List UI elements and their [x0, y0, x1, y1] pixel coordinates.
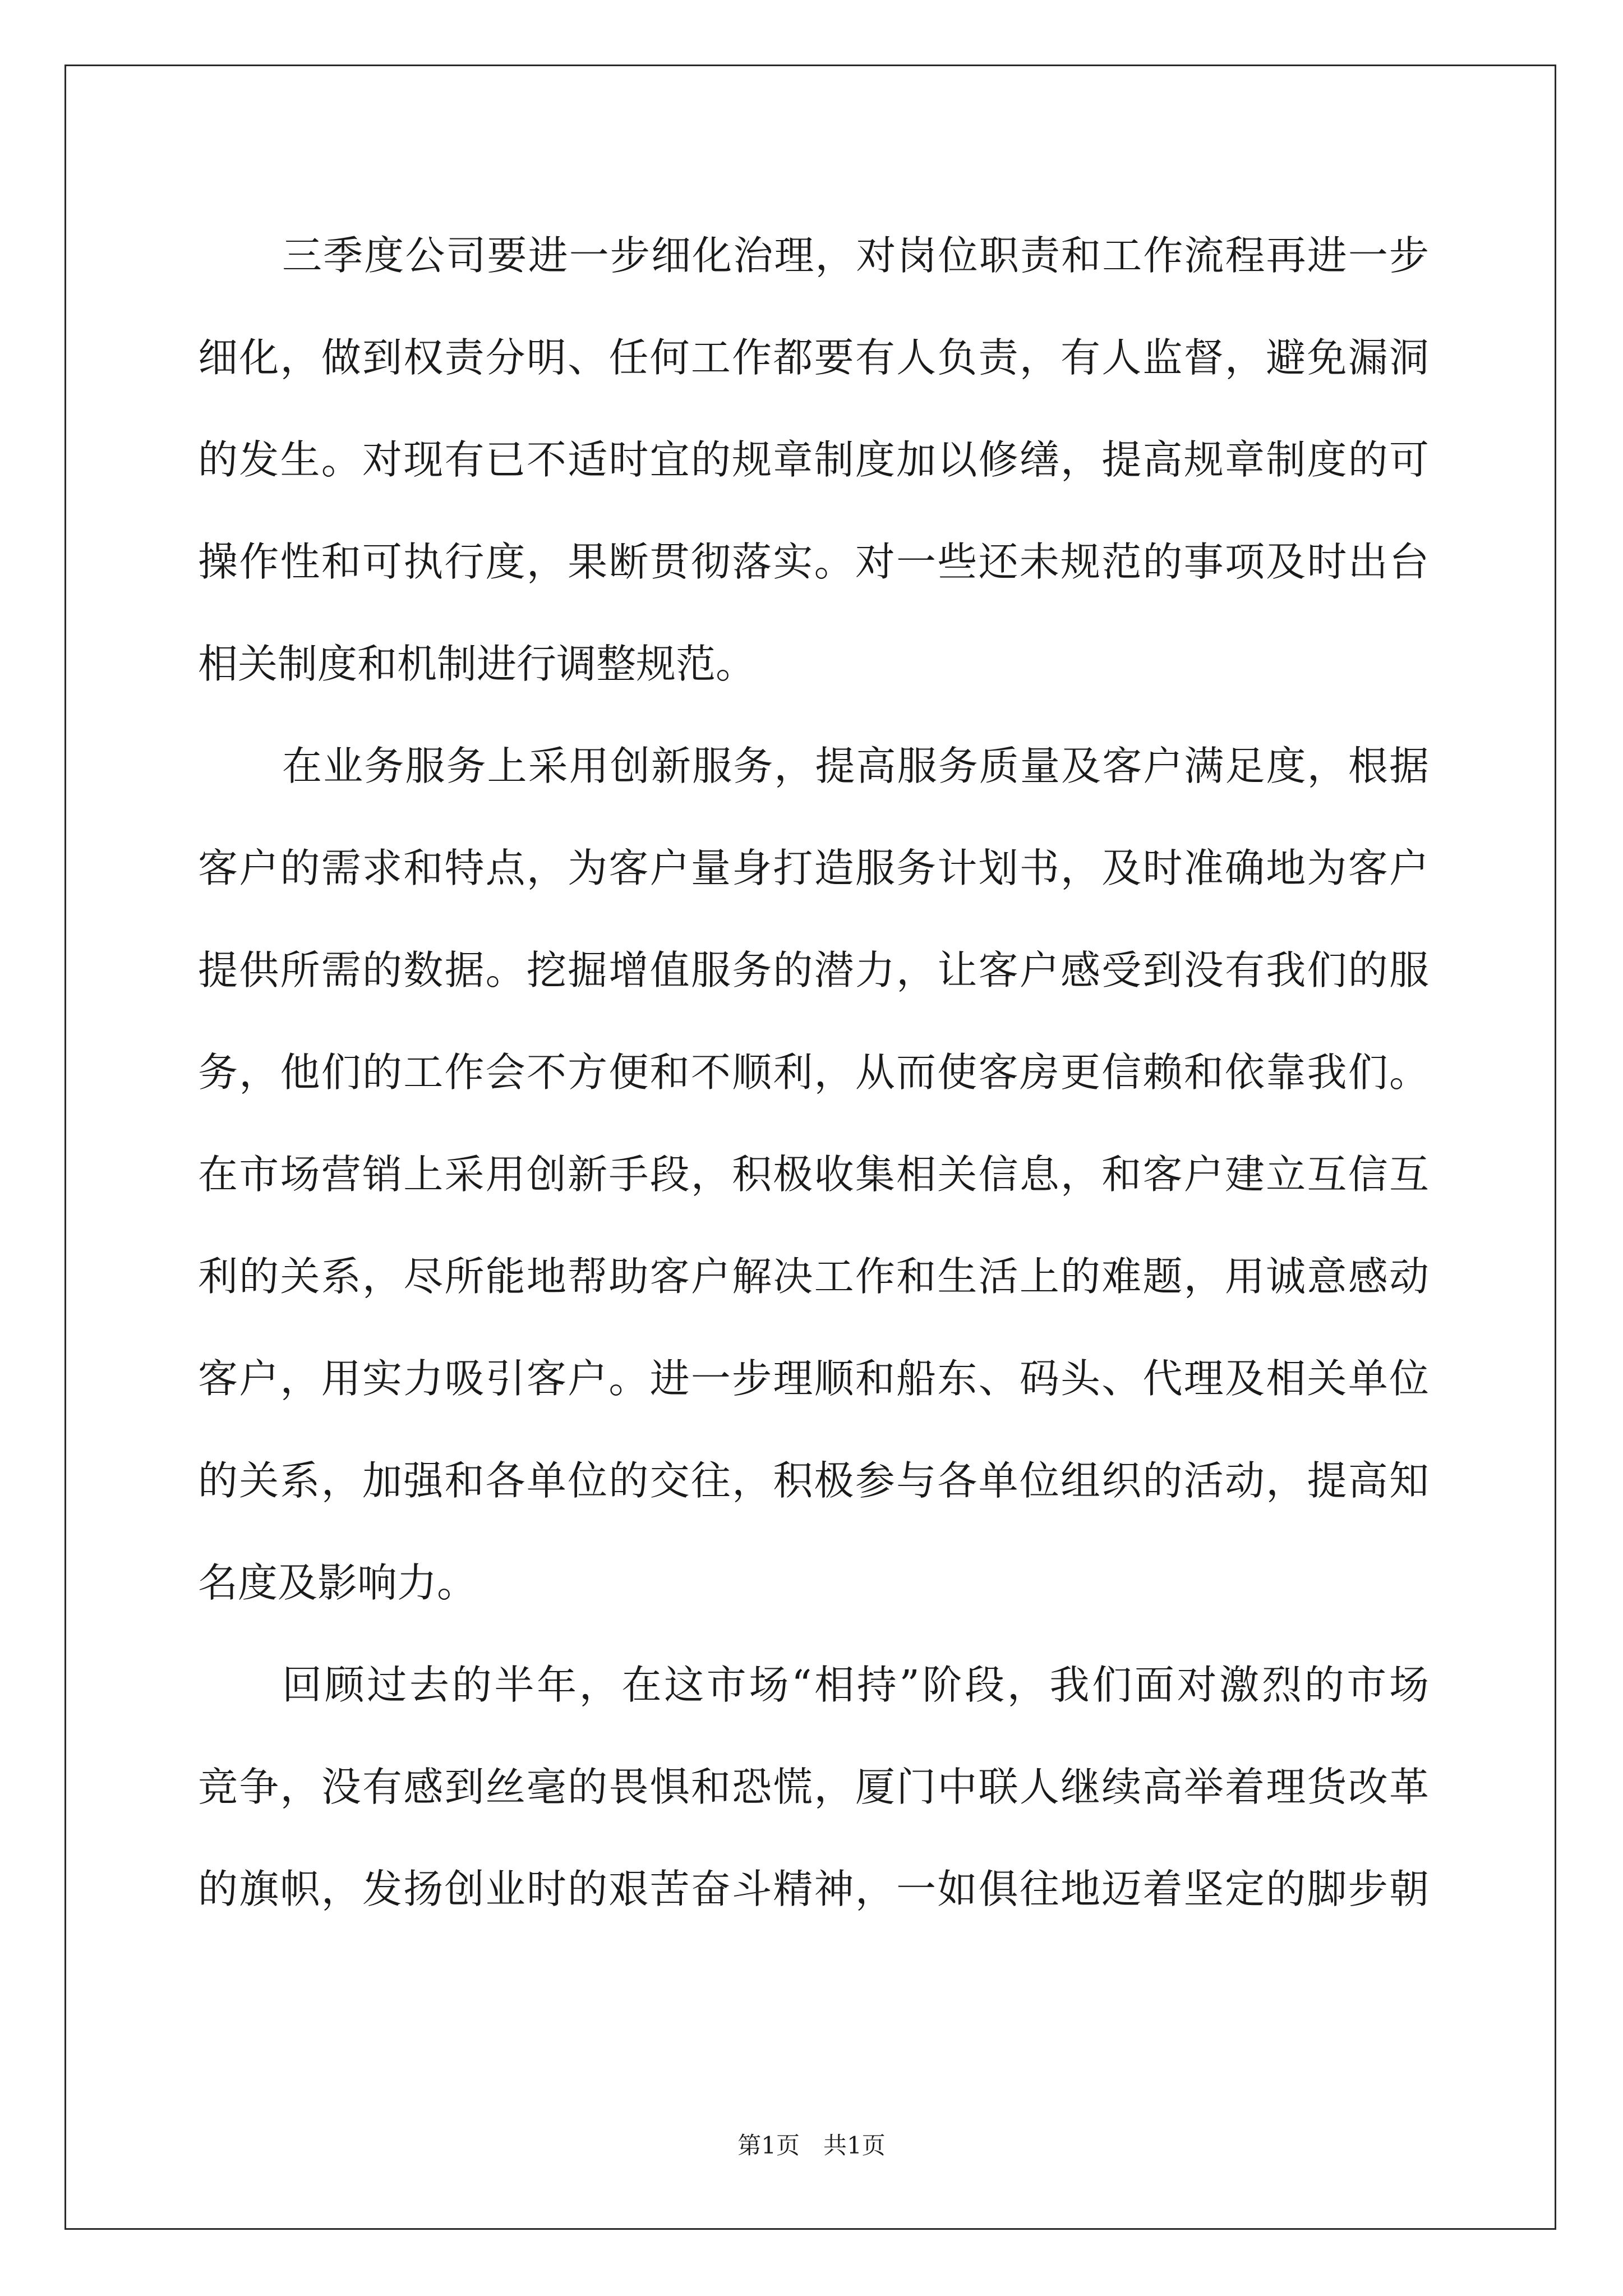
text-line: 细化，做到权责分明、任何工作都要有人负责，有人监督，避免漏洞 — [198, 334, 1429, 381]
text-line: 相关制度和机制进行调整规范。 — [198, 641, 756, 687]
text-line: 的关系，加强和各单位的交往，积极参与各单位组织的活动，提高知 — [198, 1457, 1429, 1504]
text-line: 回顾过去的半年，在这市场“相持”阶段，我们面对激烈的市场 — [282, 1662, 1429, 1708]
text-line: 的旗帜，发扬创业时的艰苦奋斗精神，一如俱往地迈着坚定的脚步朝 — [198, 1866, 1429, 1912]
text-line: 名度及影响力。 — [198, 1559, 477, 1606]
text-line: 的发生。对现有已不适时宜的规章制度加以修缮，提高规章制度的可 — [198, 436, 1429, 483]
text-line: 三季度公司要进一步细化治理，对岗位职责和工作流程再进一步 — [282, 232, 1429, 279]
text-line: 操作性和可执行度，果断贯彻落实。对一些还未规范的事项及时出台 — [198, 539, 1429, 585]
text-line: 在业务服务上采用创新服务，提高服务质量及客户满足度，根据 — [282, 743, 1429, 789]
page-footer: 第1页 共1页 — [737, 2132, 886, 2159]
text-line: 提供所需的数据。挖掘增值服务的潜力，让客户感受到没有我们的服 — [198, 947, 1429, 993]
text-line: 务，他们的工作会不方便和不顺利，从而使客房更信赖和依靠我们。 — [198, 1049, 1429, 1096]
text-line: 客户，用实力吸引客户。进一步理顺和船东、码头、代理及相关单位 — [198, 1355, 1429, 1402]
text-line: 客户的需求和特点，为客户量身打造服务计划书，及时准确地为客户 — [198, 845, 1429, 891]
text-line: 在市场营销上采用创新手段，积极收集相关信息，和客户建立互信互 — [198, 1151, 1429, 1198]
text-line: 利的关系，尽所能地帮助客户解决工作和生活上的难题，用诚意感动 — [198, 1253, 1429, 1300]
document-body — [198, 205, 1429, 1940]
text-line: 竞争，没有感到丝毫的畏惧和恐慌，厦门中联人继续高举着理货改革 — [198, 1764, 1429, 1810]
